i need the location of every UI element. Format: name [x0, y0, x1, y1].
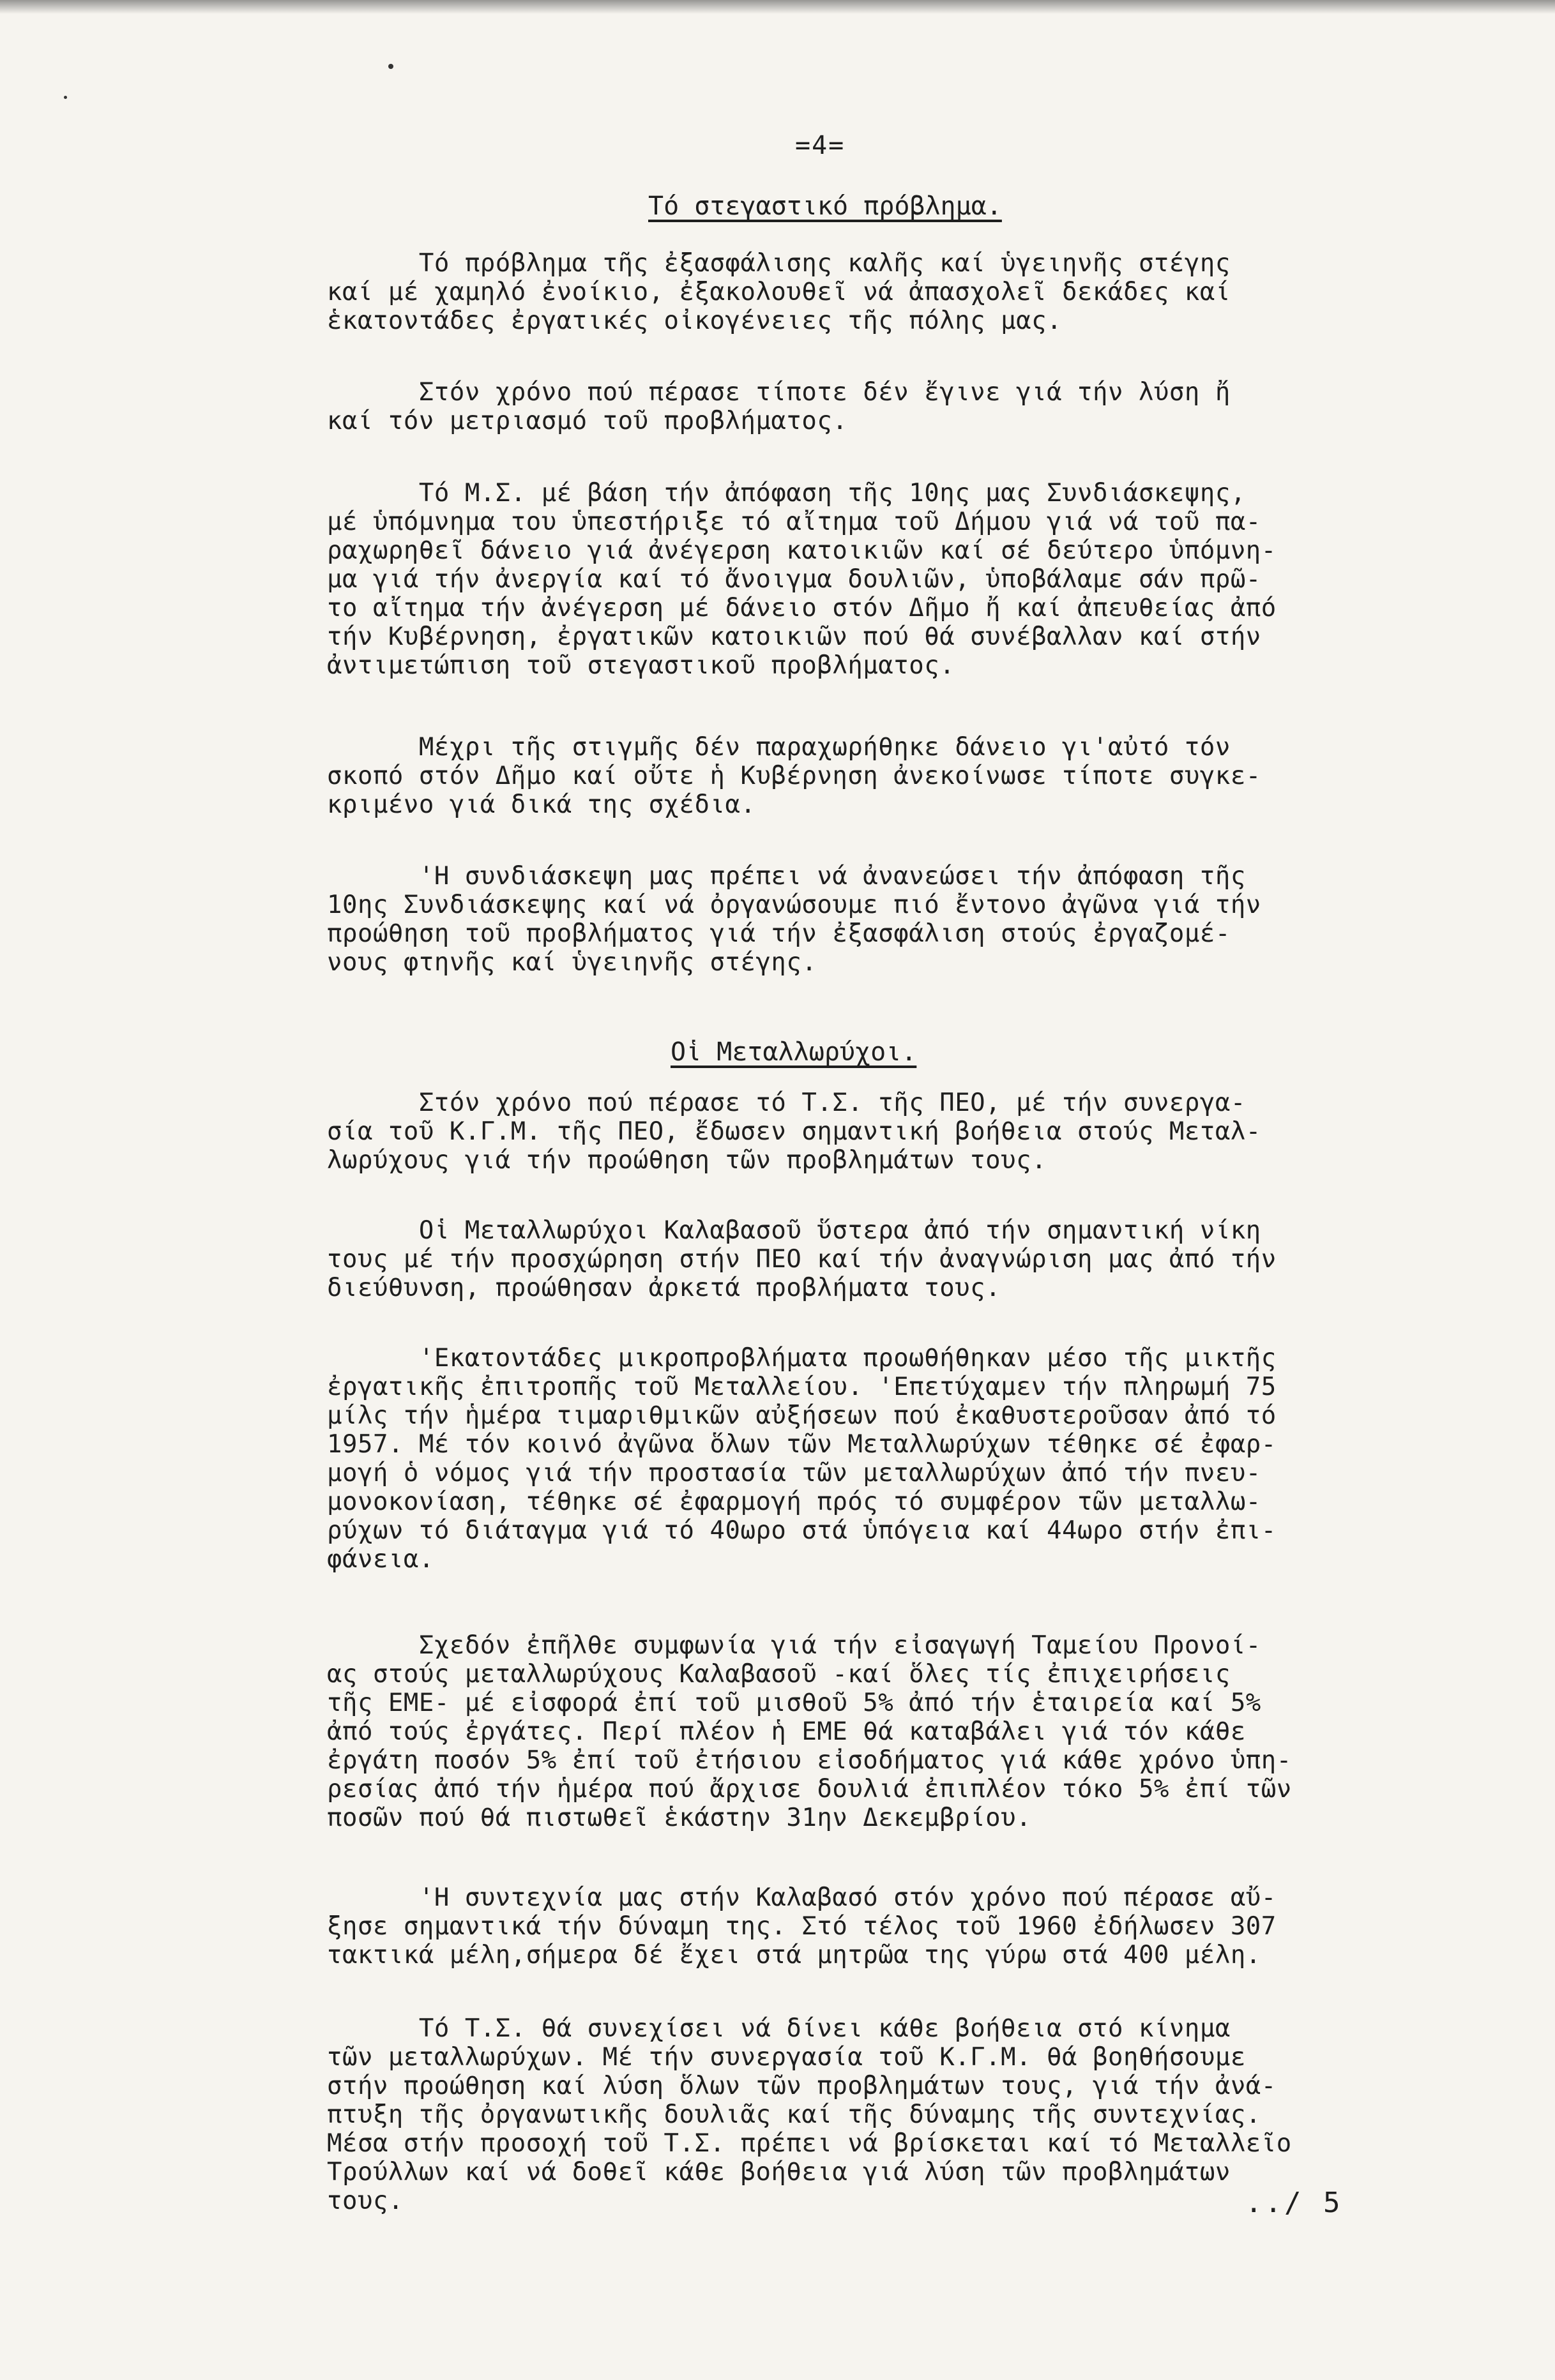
housing-paragraph-3: Τό Μ.Σ. μέ βάση τήν ἀπόφαση τῆς 10ης μας Συνδιάσκεψης, μέ ὑπόμνημα του ὑπεστήριξε τό αἴτημα τοῦ Δήμου γιά νά τοῦ πα- ραχωρηθεῖ δάνειο γιά ἀνέγερση κατοικιῶν καί σέ δεύτερο ὑπόμνη- μα γιά τήν ἀνεργία καί τό ἄνοιγμα δουλιῶν, ὑποβάλαμε σάν πρῶ- το αἴτημα τήν ἀνέγερση μέ δάνειο στόν Δῆμο ἤ καί ἀπευθείας ἀπό τήν Κυβέρνηση, ἐργατικῶν κατοικιῶν πού θά συνέβαλλαν καί στήν ἀντιμετώπιση τοῦ στεγαστικοῦ προβλήματος.: [327, 479, 1277, 680]
housing-paragraph-4: Μέχρι τῆς στιγμῆς δέν παραχωρήθηκε δάνειο γι'αὐτό τόν σκοπό στόν Δῆμο καί οὔτε ἡ Κυβέρνηση ἀνεκοίνωσε τίποτε συγκε- κριμένο γιά δικά της σχέδια.: [327, 733, 1261, 819]
housing-paragraph-1: Τό πρόβλημα τῆς ἐξασφάλισης καλῆς καί ὑγειηνῆς στέγης καί μέ χαμηλό ἐνοίκιο, ἐξακολουθεῖ νά ἀπασχολεῖ δεκάδες καί ἑκατοντάδες ἐργατικές οἰκογένειες τῆς πόλης μας.: [327, 249, 1231, 335]
miners-paragraph-5: 'Η συντεχνία μας στήν Καλαβασό στόν χρόνο πού πέρασε αὔ- ξησε σημαντικά τήν δύναμη της. Στό τέλος τοῦ 1960 ἐδήλωσεν 307 τακτικά μέλη,σήμερα δέ ἔχει στά μητρῶα της γύρω στά 400 μέλη.: [327, 1883, 1277, 1970]
miners-paragraph-4: Σχεδόν ἐπῆλθε συμφωνία γιά τήν εἰσαγωγή Ταμείου Προνοί- ας στούς μεταλλωρύχους Καλαβασοῦ -καί ὅλες τίς ἐπιχειρήσεις τῆς ΕΜΕ- μέ εἰσφορά ἐπί τοῦ μισθοῦ 5% ἀπό τήν ἑταιρεία καί 5% ἀπό τούς ἐργάτες. Περί πλέον ἡ ΕΜΕ θά καταβάλει γιά τόν κάθε ἐργάτη ποσόν 5% ἐπί τοῦ ἐτήσιου εἰσοδήματος γιά κάθε χρόνο ὑπη- ρεσίας ἀπό τήν ἡμέρα πού ἄρχισε δουλιά ἐπιπλέον τόκο 5% ἐπί τῶν ποσῶν πού θά πιστωθεῖ ἑκάστην 31ην Δεκεμβρίου.: [327, 1631, 1292, 1832]
ink-speck: [388, 64, 393, 69]
section-title-housing: Τό στεγαστικό πρόβλημα.: [648, 192, 1002, 221]
housing-paragraph-2: Στόν χρόνο πού πέρασε τίποτε δέν ἔγινε γιά τήν λύση ἤ καί τόν μετριασμό τοῦ προβλήματος.: [327, 378, 1231, 435]
housing-paragraph-5: 'Η συνδιάσκεψη μας πρέπει νά ἀνανεώσει τήν ἀπόφαση τῆς 10ης Συνδιάσκεψης καί νά ὀργανώσουμε πιό ἔντονο ἀγῶνα γιά τήν προώθηση τοῦ προβλήματος γιά τήν ἐξασφάλιση στούς ἐργαζομέ- νους φτηνῆς καί ὑγειηνῆς στέγης.: [327, 862, 1261, 977]
ink-speck: [64, 96, 67, 99]
page-continuation: ../ 5: [1245, 2187, 1343, 2219]
miners-paragraph-2: Οἱ Μεταλλωρύχοι Καλαβασοῦ ὕστερα ἀπό τήν σημαντική νίκη τους μέ τήν προσχώρηση στήν ΠΕΟ καί τήν ἀναγνώριση μας ἀπό τήν διεύθυνση, προώθησαν ἀρκετά προβλήματα τους.: [327, 1216, 1277, 1302]
scan-top-edge: [0, 0, 1555, 14]
miners-paragraph-6: Τό Τ.Σ. θά συνεχίσει νά δίνει κάθε βοήθεια στό κίνημα τῶν μεταλλωρύχων. Μέ τήν συνεργασία τοῦ Κ.Γ.Μ. θά βοηθήσουμε στήν προώθηση καί λύση ὅλων τῶν προβλημάτων τους, γιά τήν ἀνά- πτυξη τῆς ὀργανωτικῆς δουλιᾶς καί τῆς δύναμης τῆς συντεχνίας. Μέσα στήν προσοχή τοῦ Τ.Σ. πρέπει νά βρίσκεται καί τό Μεταλλεῖο Τρούλλων καί νά δοθεῖ κάθε βοήθεια γιά λύση τῶν προβλημάτων τους.: [327, 2014, 1292, 2215]
miners-paragraph-1: Στόν χρόνο πού πέρασε τό Τ.Σ. τῆς ΠΕΟ, μέ τήν συνεργα- σία τοῦ Κ.Γ.Μ. τῆς ΠΕΟ, ἔδωσεν σημαντική βοήθεια στούς Μεταλ- λωρύχους γιά τήν προώθηση τῶν προβλημάτων τους.: [327, 1088, 1261, 1175]
section-title-miners: Οἱ Μεταλλωρύχοι.: [671, 1037, 917, 1067]
miners-paragraph-3: 'Εκατοντάδες μικροπροβλήματα προωθήθηκαν μέσο τῆς μικτῆς ἐργατικῆς ἐπιτροπῆς τοῦ Μεταλλείου. 'Επετύχαμεν τήν πληρωμή 75 μίλς τήν ἡμέρα τιμαριθμικῶν αὐξήσεων πού ἐκαθυστεροῦσαν ἀπό τό 1957. Μέ τόν κοινό ἀγῶνα ὅλων τῶν Μεταλλωρύχων τέθηκε σέ ἐφαρ- μογή ὁ νόμος γιά τήν προστασία τῶν μεταλλωρύχων ἀπό τήν πνευ- μονοκονίαση, τέθηκε σέ ἐφαρμογή πρός τό συμφέρον τῶν μεταλλω- ρύχων τό διάταγμα γιά τό 40ωρο στά ὑπόγεια καί 44ωρο στήν ἐπι- φάνεια.: [327, 1344, 1277, 1574]
page-number: =4=: [795, 131, 846, 160]
